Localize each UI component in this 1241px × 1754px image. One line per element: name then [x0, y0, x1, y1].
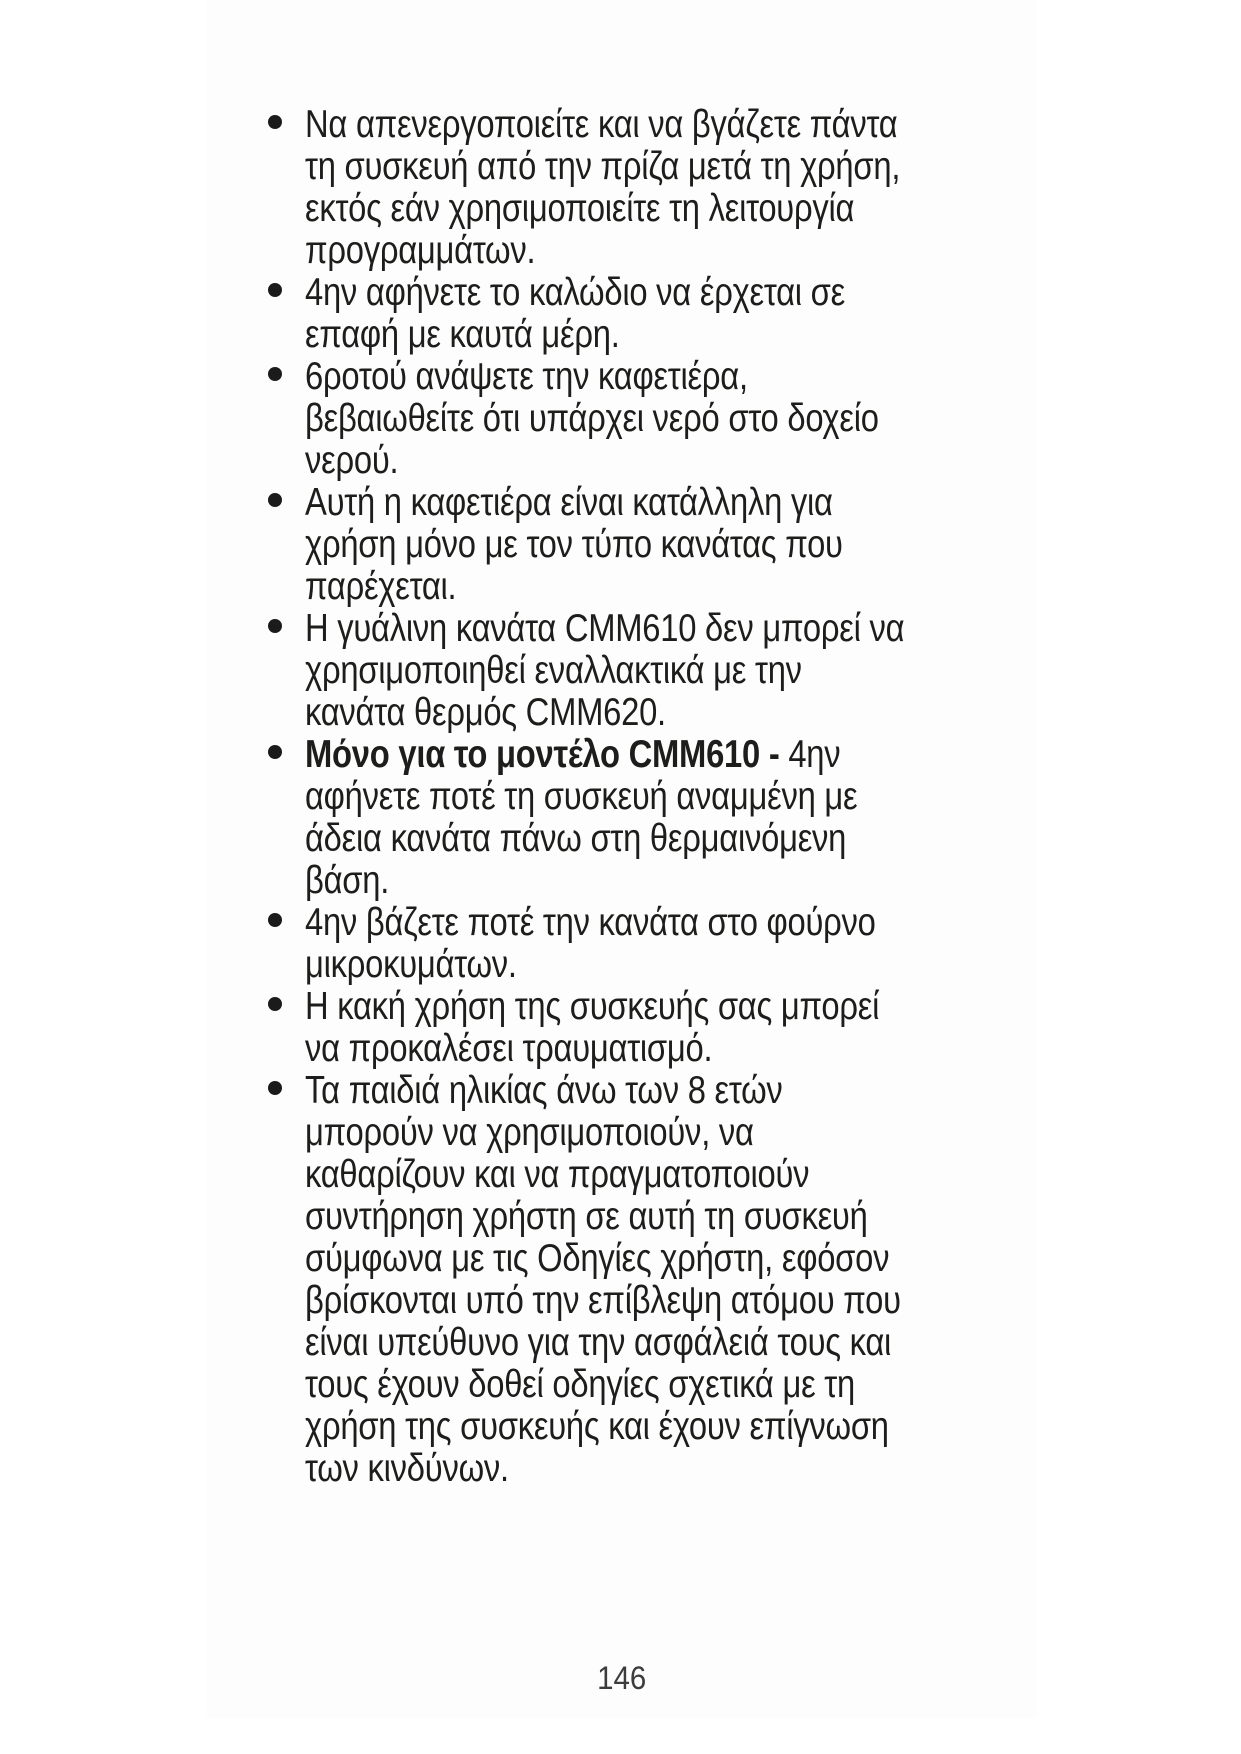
bullet-dot-icon: [268, 367, 282, 381]
text-line: συντήρηση χρήστη σε αυτή τη συσκευή: [305, 1195, 868, 1238]
list-item: [268, 272, 1068, 356]
text-line: βρίσκονται υπό την επίβλεψη ατόμου που: [305, 1279, 901, 1322]
text-line: εκτός εάν χρησιμοποιείτε τη λειτουργία: [305, 187, 855, 230]
page-number-value: 146: [597, 1660, 647, 1696]
text-line: Τα παιδιά ηλικίας άνω των 8 ετών: [305, 1069, 783, 1112]
text-line: Η γυάλινη κανάτα CMM610 δεν μπορεί να: [305, 607, 905, 650]
list-item: [268, 104, 1068, 272]
text-line: βεβαιωθείτε ότι υπάρχει νερό στο δοχείο: [305, 397, 879, 440]
text-line: χρήση μόνο με τον τύπο κανάτας που: [305, 523, 843, 566]
text-line: χρησιμοποιηθεί εναλλακτικά με την: [305, 649, 802, 692]
text-line: επαφή με καυτά μέρη.: [305, 313, 620, 356]
bold-text: Μόνο για το μοντέλο CMM610 -: [305, 733, 789, 776]
text-line: Η κακή χρήση της συσκευής σας μπορεί: [305, 985, 880, 1028]
text-line: κανάτα θερμός CMM620.: [305, 691, 666, 734]
bullet-dot-icon: [268, 283, 282, 297]
list-item: [268, 1070, 1068, 1490]
safety-instructions-bullet-list: [268, 104, 1068, 1490]
list-item: [268, 482, 1068, 608]
list-item: [268, 608, 1068, 734]
bullet-dot-icon: [268, 745, 282, 759]
text-line: βάση.: [305, 859, 390, 902]
bullet-dot-icon: [268, 913, 282, 927]
text-line: των κινδύνων.: [305, 1447, 509, 1490]
bullet-dot-icon: [268, 619, 282, 633]
page-number: [207, 1660, 1037, 1696]
text-line: παρέχεται.: [305, 565, 457, 608]
text-line: Αυτή η καφετιέρα είναι κατάλληλη για: [305, 481, 833, 524]
text-line: νερού.: [305, 439, 399, 482]
text-line: άδεια κανάτα πάνω στη θερμαινόμενη: [305, 817, 847, 860]
text-line: τη συσκευή από την πρίζα μετά τη χρήση,: [305, 145, 901, 188]
bullet-dot-icon: [268, 115, 282, 129]
text-line: είναι υπεύθυνο για την ασφάλειά τους και: [305, 1321, 892, 1364]
bullet-dot-icon: [268, 493, 282, 507]
text-line: χρήση της συσκευής και έχουν επίγνωση: [305, 1405, 889, 1448]
text-line: 4ην βάζετε ποτέ την κανάτα στο φούρνο: [305, 901, 876, 944]
text-line: Να απενεργοποιείτε και να βγάζετε πάντα: [305, 103, 898, 146]
list-item: [268, 734, 1068, 902]
list-item: [268, 902, 1068, 986]
list-item: [268, 356, 1068, 482]
text-line: σύμφωνα με τις Οδηγίες χρήστη, εφόσον: [305, 1237, 890, 1280]
list-item: [268, 986, 1068, 1070]
text-line: 6ροτού ανάψετε την καφετιέρα,: [305, 355, 748, 398]
text-line: καθαρίζουν και να πραγματοποιούν: [305, 1153, 810, 1196]
text-line: προγραμμάτων.: [305, 229, 536, 272]
text-line: Μόνο για το μοντέλο CMM610 - 4ην: [305, 733, 841, 776]
bullet-dot-icon: [268, 1081, 282, 1095]
text-line: 4ην αφήνετε το καλώδιο να έρχεται σε: [305, 271, 845, 314]
text-line: να προκαλέσει τραυματισμό.: [305, 1027, 713, 1070]
text-line: τους έχουν δοθεί οδηγίες σχετικά με τη: [305, 1363, 855, 1406]
text-line: μπορούν να χρησιμοποιούν, να: [305, 1111, 754, 1154]
text-line: αφήνετε ποτέ τη συσκευή αναμμένη με: [305, 775, 858, 818]
text-line: μικροκυμάτων.: [305, 943, 517, 986]
bullet-dot-icon: [268, 997, 282, 1011]
